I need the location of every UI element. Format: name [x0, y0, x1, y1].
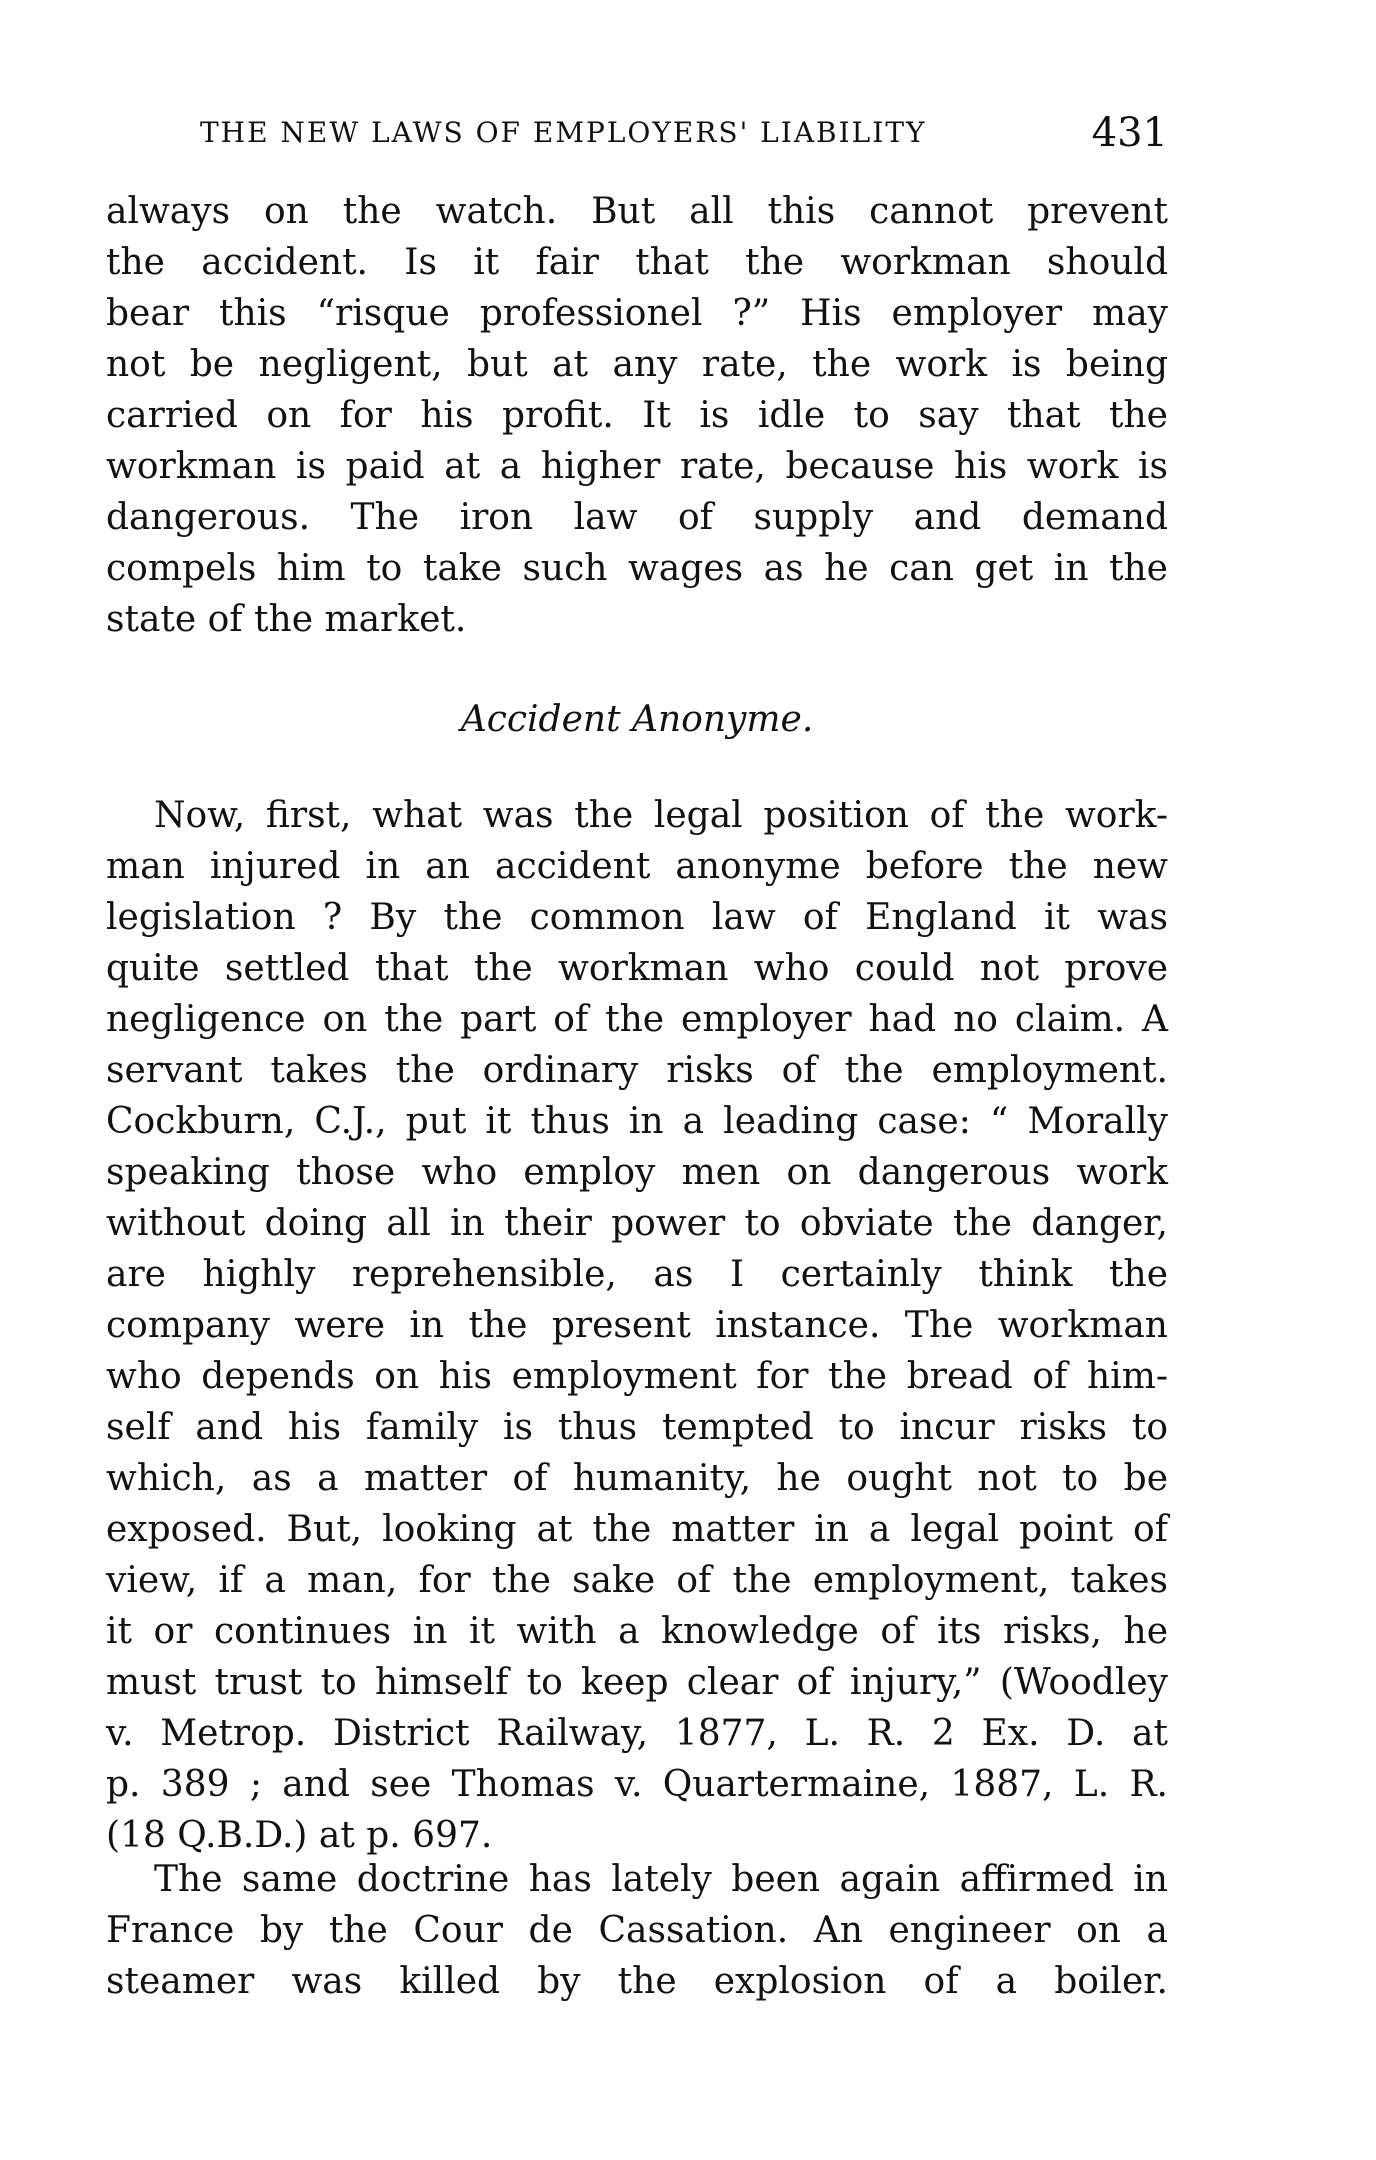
- text-line: always on the watch. But all this cannot prevent: [106, 191, 1168, 232]
- text-line: man injured in an accident anonyme before the new: [106, 846, 1168, 887]
- text-line: must trust to himself to keep clear of injury,” (Woodley: [106, 1662, 1168, 1703]
- text-line: view, if a man, for the sake of the employment, takes: [106, 1560, 1168, 1601]
- text-line: v. Metrop. District Railway, 1877, L. R. 2 Ex. D. at: [106, 1713, 1168, 1754]
- text-line: dangerous. The iron law of supply and demand: [106, 497, 1168, 538]
- running-title: THE NEW LAWS OF EMPLOYERS' LIABILITY: [200, 116, 927, 149]
- text-line: exposed. But, looking at the matter in a legal point of: [106, 1509, 1168, 1550]
- text-line: are highly reprehensible, as I certainly think the: [106, 1254, 1168, 1295]
- text-line: steamer was killed by the explosion of a boiler.: [106, 1961, 1168, 2002]
- text-line: quite settled that the workman who could not prove: [106, 948, 1168, 989]
- paragraph-1: [106, 186, 1168, 645]
- text-line: The same doctrine has lately been again affirmed in: [154, 1859, 1168, 1900]
- text-line: the accident. Is it fair that the workman should: [106, 242, 1168, 283]
- paragraph-3: [106, 1854, 1168, 2007]
- page-number: 431: [1091, 110, 1168, 156]
- section-heading: Accident Anonyme.: [460, 699, 814, 740]
- text-line: bear this “risque professionel ?” His employer may: [106, 293, 1168, 334]
- text-line: legislation ? By the common law of England it was: [106, 897, 1168, 938]
- text-line: who depends on his employment for the bread of him-: [106, 1356, 1168, 1397]
- running-head: [200, 110, 1168, 156]
- text-line: state of the market.: [106, 599, 467, 640]
- text-line: not be negligent, but at any rate, the work is being: [106, 344, 1168, 385]
- text-line: self and his family is thus tempted to incur risks to: [106, 1407, 1168, 1448]
- text-line: Cockburn, C.J., put it thus in a leading case: “ Morally: [106, 1101, 1168, 1142]
- text-line: carried on for his profit. It is idle to say that the: [106, 395, 1168, 436]
- text-line: compels him to take such wages as he can get in the: [106, 548, 1168, 589]
- text-line: it or continues in it with a knowledge of its risks, he: [106, 1611, 1168, 1652]
- text-line: workman is paid at a higher rate, because his work is: [106, 446, 1168, 487]
- text-line: France by the Cour de Cassation. An engineer on a: [106, 1910, 1168, 1951]
- text-line: company were in the present instance. The workman: [106, 1305, 1168, 1346]
- text-line: speaking those who employ men on dangerous work: [106, 1152, 1168, 1193]
- text-line: servant takes the ordinary risks of the employment.: [106, 1050, 1168, 1091]
- paragraph-2: [106, 790, 1168, 1861]
- text-line: p. 389 ; and see Thomas v. Quartermaine, 1887, L. R.: [106, 1764, 1168, 1805]
- text-line: (18 Q.B.D.) at p. 697.: [106, 1815, 493, 1856]
- text-line: Now, first, what was the legal position of the work-: [154, 795, 1168, 836]
- text-line: negligence on the part of the employer had no claim. A: [106, 999, 1168, 1040]
- text-line: which, as a matter of humanity, he ought not to be: [106, 1458, 1168, 1499]
- text-line: without doing all in their power to obviate the danger,: [106, 1203, 1168, 1244]
